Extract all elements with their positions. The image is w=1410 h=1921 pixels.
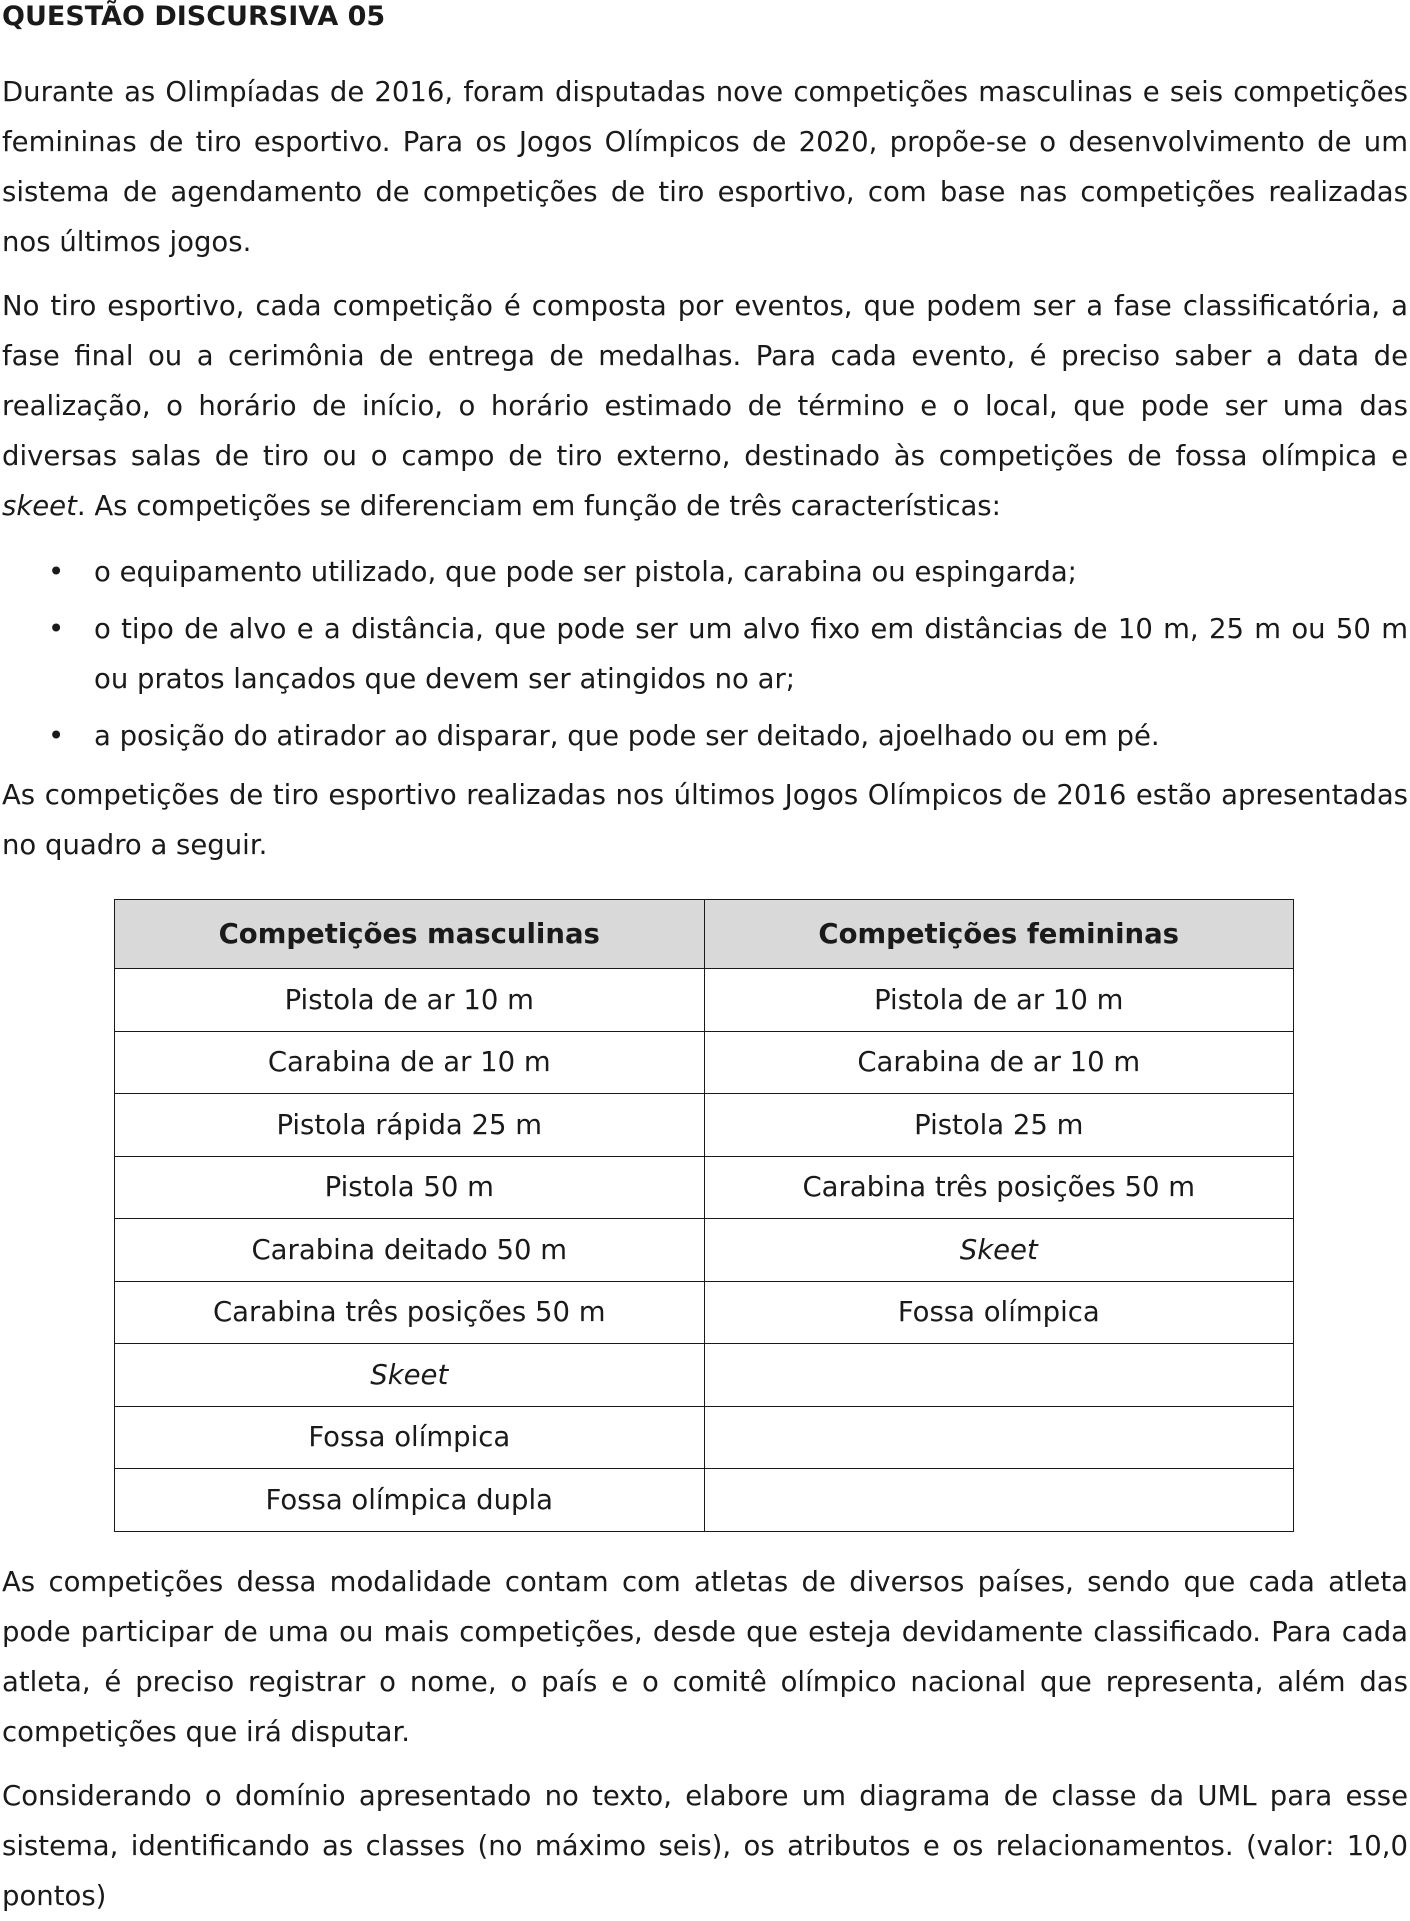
table-cell: Pistola rápida 25 m	[115, 1094, 705, 1157]
table-cell: Fossa olímpica dupla	[115, 1469, 705, 1532]
table-row	[115, 1281, 1294, 1344]
table-header-row	[115, 900, 1294, 969]
paragraph-events-text-b: . As competições se diferenciam em função de três características:	[76, 490, 1001, 522]
paragraph-athletes: As competições dessa modalidade contam com atletas de diversos países, sendo que cada atleta pode participar de uma ou mais competições, desde que esteja devidamente classificado. Para cada atleta, é preciso registrar o nome, o país e o comitê olímpico nacional que representa, além das competições que irá disputar.	[2, 1566, 1408, 1748]
bullet-dot: •	[48, 720, 65, 752]
table-cell: Carabina três posições 50 m	[115, 1281, 705, 1344]
table-cell: Pistola de ar 10 m	[115, 969, 705, 1032]
table-cell: Carabina de ar 10 m	[115, 1031, 705, 1094]
paragraph-intro: Durante as Olimpíadas de 2016, foram disputadas nove competições masculinas e seis competições femininas de tiro esportivo. Para os Jogos Olímpicos de 2020, propõe-se o desenvolvimento de um sistema de agendamento de competições de tiro esportivo, com base nas competições realizadas nos últimos jogos.	[2, 76, 1408, 258]
table-cell: Carabina de ar 10 m	[704, 1031, 1294, 1094]
bullet-dot: •	[48, 556, 65, 588]
table-cell: Fossa olímpica	[704, 1281, 1294, 1344]
table-cell-empty	[704, 1406, 1294, 1469]
paragraph-table-intro: As competições de tiro esportivo realizadas nos últimos Jogos Olímpicos de 2016 estão apresentadas no quadro a seguir.	[2, 779, 1408, 861]
table-row	[115, 1344, 1294, 1407]
characteristics-list	[0, 547, 1408, 768]
table-cell	[704, 1219, 1294, 1282]
table-row	[115, 1219, 1294, 1282]
table-cell: Fossa olímpica	[115, 1406, 705, 1469]
paragraph-events	[2, 281, 1408, 531]
table-cell: Pistola 50 m	[115, 1156, 705, 1219]
paragraph-task: Considerando o domínio apresentado no texto, elabore um diagrama de classe da UML para esse sistema, identificando as classes (no máximo seis), os atributos e os relacionamentos. (valor: 10,0 pontos)	[2, 1780, 1408, 1912]
table-cell-italic: Skeet	[370, 1358, 449, 1391]
table-cell-italic: Skeet	[959, 1233, 1038, 1266]
table-cell: Pistola de ar 10 m	[704, 969, 1294, 1032]
bullet-dot: •	[48, 613, 65, 645]
table-cell	[115, 1344, 705, 1407]
list-item-text: o tipo de alvo e a distância, que pode ser um alvo fixo em distâncias de 10 m, 25 m ou 50 m ou pratos lançados que devem ser atingidos no ar;	[94, 613, 1408, 695]
table-row	[115, 1156, 1294, 1219]
list-item	[0, 604, 1408, 704]
list-item-text: a posição do atirador ao disparar, que pode ser deitado, ajoelhado ou em pé.	[94, 720, 1160, 752]
table-cell: Pistola 25 m	[704, 1094, 1294, 1157]
table-row	[115, 969, 1294, 1032]
table-row	[115, 1469, 1294, 1532]
table-cell-empty	[704, 1344, 1294, 1407]
list-item-text: o equipamento utilizado, que pode ser pistola, carabina ou espingarda;	[94, 556, 1077, 588]
table-cell-empty	[704, 1469, 1294, 1532]
table-row	[115, 1031, 1294, 1094]
header-female: Competições femininas	[704, 900, 1294, 969]
table-row	[115, 1094, 1294, 1157]
list-item	[0, 711, 1408, 761]
paragraph-events-italic: skeet	[2, 490, 77, 522]
table-row	[115, 1406, 1294, 1469]
competitions-table	[114, 899, 1294, 1532]
table-cell: Carabina três posições 50 m	[704, 1156, 1294, 1219]
table-cell: Carabina deitado 50 m	[115, 1219, 705, 1282]
header-male: Competições masculinas	[115, 900, 705, 969]
paragraph-events-text-a: No tiro esportivo, cada competição é composta por eventos, que podem ser a fase classificatória, a fase final ou a cerimônia de entrega de medalhas. Para cada evento, é preciso saber a data de realização, o horário de início, o horário estimado de término e o local, que pode ser uma das diversas salas de tiro ou o campo de tiro externo, destinado às competições de fossa olímpica e	[2, 290, 1408, 472]
question-heading: QUESTÃO DISCURSIVA 05	[2, 1, 386, 32]
list-item	[0, 547, 1408, 597]
